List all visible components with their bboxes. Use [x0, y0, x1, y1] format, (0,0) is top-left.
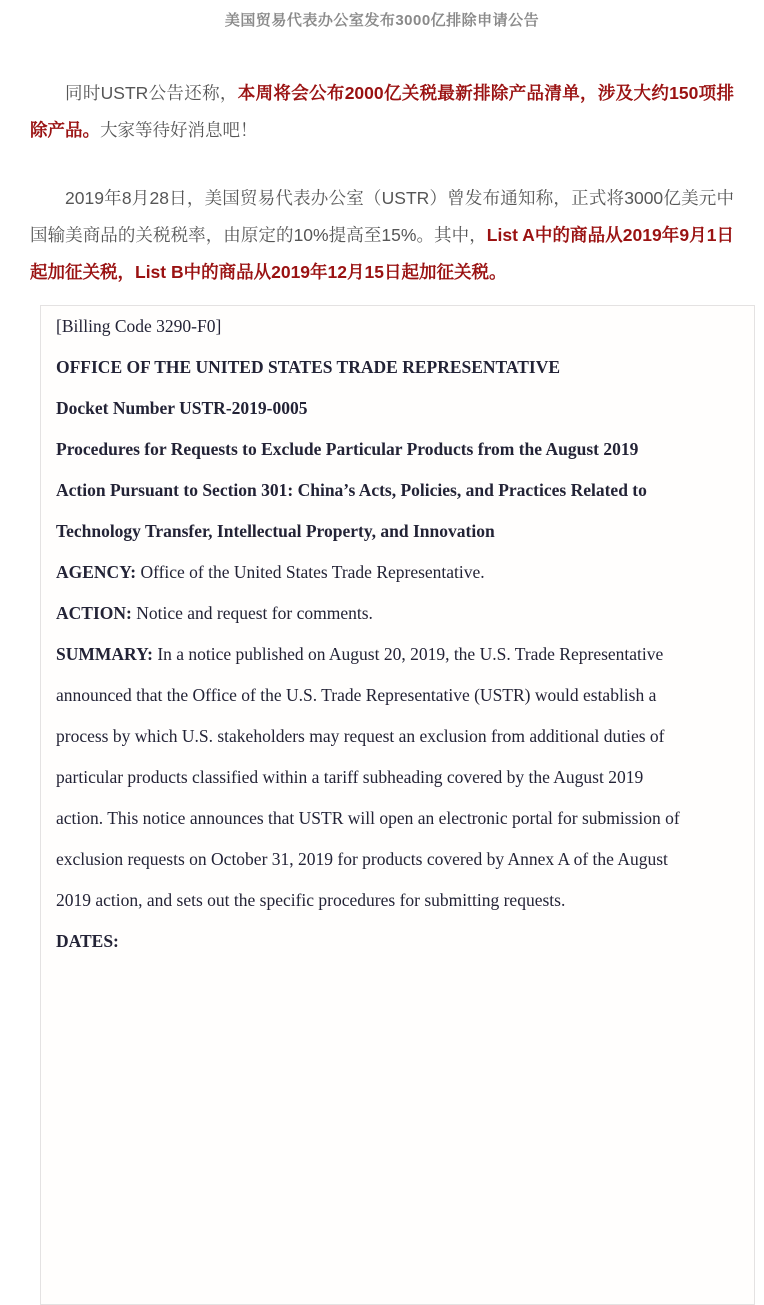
document-line-segment: DATES:	[56, 931, 119, 951]
document-scan-image[interactable]	[40, 305, 755, 1305]
document-line	[56, 306, 754, 347]
document-line-segment: 2019 action, and sets out the specific procedures for submitting requests.	[56, 890, 566, 910]
document-line-segment: Docket Number USTR-2019-0005	[56, 398, 308, 418]
paragraph-1-highlight: 本周将会公布2000亿关税最新排除产品清单，涉及大约150项排除产品。	[30, 83, 734, 140]
document-line-segment: ACTION:	[56, 603, 137, 623]
document-line	[56, 921, 754, 962]
document-line	[56, 880, 754, 921]
document-line-segment: AGENCY:	[56, 562, 141, 582]
document-line-segment: announced that the Office of the U.S. Trade Representative (USTR) would establish a	[56, 685, 657, 705]
document-line	[56, 798, 754, 839]
document-line	[56, 716, 754, 757]
document-line-segment: process by which U.S. stakeholders may request an exclusion from additional duties of	[56, 726, 665, 746]
document-line-segment: [Billing Code 3290-F0]	[56, 316, 222, 336]
document-line-segment: Technology Transfer, Intellectual Property, and Innovation	[56, 521, 495, 541]
paragraph-2-highlight: List A中的商品从2019年9月1日起加征关税，List B中的商品从2019年12月15日起加征关税。	[30, 225, 734, 282]
document-line	[56, 552, 754, 593]
article-title: 美国贸易代表办公室发布3000亿排除申请公告	[224, 12, 540, 29]
document-line-segment: action. This notice announces that USTR will open an electronic portal for submission of	[56, 808, 680, 828]
document-line-segment: exclusion requests on October 31, 2019 for products covered by Annex A of the August	[56, 849, 668, 869]
document-line-segment: SUMMARY:	[56, 644, 158, 664]
document-line-segment: particular products classified within a tariff subheading covered by the August 2019	[56, 767, 644, 787]
paragraph-2	[30, 180, 734, 291]
document-line	[56, 593, 754, 634]
document-line	[56, 429, 754, 470]
document-line	[56, 757, 754, 798]
document-line	[56, 388, 754, 429]
paragraph-1-lead: 同时USTR公告还称，	[65, 83, 238, 103]
paragraph-2-lead: 2019年8月28日，美国贸易代表办公室（USTR）曾发布通知称，正式将3000亿美元中国输美商品的关税税率，由原定的10%提高至15%。其中，	[30, 188, 734, 245]
document-line	[56, 675, 754, 716]
paragraph-1	[30, 75, 734, 149]
document-line-segment: Office of the United States Trade Representative.	[140, 562, 485, 582]
document-line	[56, 347, 754, 388]
document-line	[56, 511, 754, 552]
document-line	[56, 839, 754, 880]
document-line-segment: Procedures for Requests to Exclude Particular Products from the August 2019	[56, 439, 639, 459]
document-line-segment: In a notice published on August 20, 2019, the U.S. Trade Representative	[157, 644, 664, 664]
article-body	[0, 9, 764, 1305]
document-line	[56, 634, 754, 675]
document-line	[56, 470, 754, 511]
document-line-segment: Action Pursuant to Section 301: China’s Acts, Policies, and Practices Related to	[56, 480, 647, 500]
paragraph-1-tail: 大家等待好消息吧！	[100, 120, 258, 140]
document-line-segment: OFFICE OF THE UNITED STATES TRADE REPRESENTATIVE	[56, 357, 561, 377]
document-line-segment: Notice and request for comments.	[136, 603, 373, 623]
